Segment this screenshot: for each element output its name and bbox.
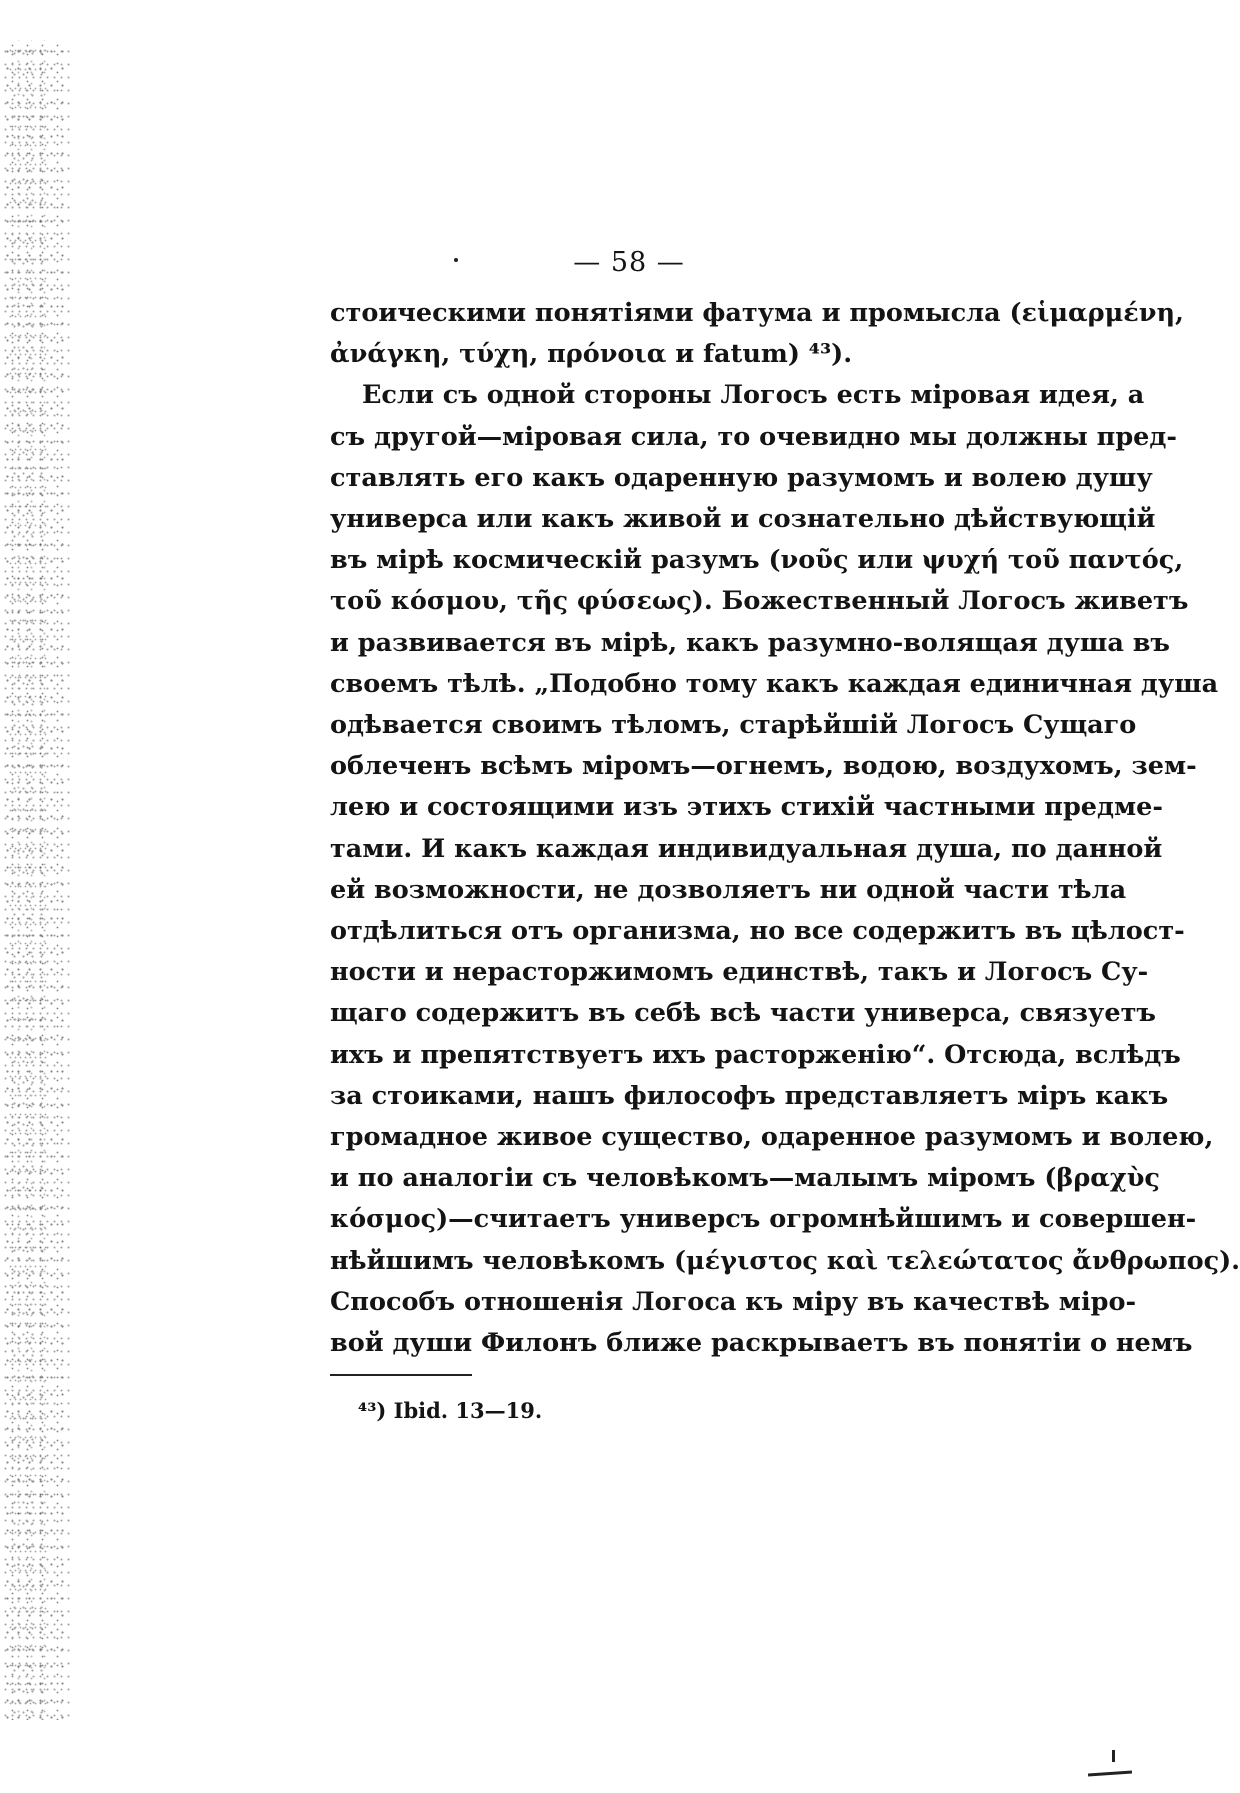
- text-line: въ мірѣ космическій разумъ (νοῦς или ψυχή τοῦ παντός,: [330, 545, 1184, 576]
- text-line: универса или какъ живой и сознательно дѣйствующій: [330, 504, 1156, 535]
- text-line: за стоиками, нашъ философъ представляетъ міръ какъ: [330, 1080, 1169, 1111]
- text-line: одѣвается своимъ тѣломъ, старѣйшій Логосъ Сущаго: [330, 710, 1137, 741]
- text-line: κόσμος)—считаетъ универсъ огромнѣйшимъ и совершен-: [330, 1204, 1197, 1235]
- text-line: тами. И какъ каждая индивидуальная душа, по данной: [330, 833, 1163, 864]
- text-line: вой души Филонъ ближе раскрываетъ въ понятіи о немъ: [330, 1328, 1193, 1359]
- page-header: [0, 247, 1140, 278]
- text-line: облеченъ всѣмъ міромъ—огнемъ, водою, воздухомъ, зем-: [330, 751, 1197, 782]
- text-line: нѣйшимъ человѣкомъ (μέγιστος καὶ τελεώτατος ἄνθρωπος).: [330, 1245, 1240, 1276]
- scan-edge-noise-secondary: [8, 40, 48, 1720]
- text-line: τοῦ κόσμου, τῆς φύσεως). Божественный Логосъ живетъ: [330, 586, 1189, 617]
- text-line: Если съ одной стороны Логосъ есть міровая идея, а: [362, 380, 1145, 411]
- text-line: ἀνάγκη, τύχη, πρόνοια и fatum) ⁴³).: [330, 339, 853, 370]
- text-line: ставлять его какъ одаренную разумомъ и волею душу: [330, 462, 1153, 493]
- text-line: щаго содержитъ въ себѣ всѣ части универса, связуетъ: [330, 998, 1156, 1029]
- footnote-separator: [330, 1374, 472, 1376]
- text-line: и развивается въ мірѣ, какъ разумно-волящая душа въ: [330, 627, 1170, 658]
- page-number: — 58 —: [573, 247, 685, 278]
- text-line: лею и состоящими изъ этихъ стихій частными предме-: [330, 792, 1163, 823]
- text-line: съ другой—міровая сила, то очевидно мы должны пред-: [330, 421, 1177, 452]
- text-line: громадное живое существо, одаренное разумомъ и волею,: [330, 1122, 1214, 1153]
- text-line: ихъ и препятствуетъ ихъ расторженію“. Отсюда, вслѣдъ: [330, 1039, 1181, 1070]
- footnote: ⁴³) Ibid. 13—19.: [358, 1398, 543, 1423]
- text-line: своемъ тѣлѣ. „Подобно тому какъ каждая единичная душа: [330, 668, 1219, 699]
- scan-mark: [1088, 1770, 1132, 1776]
- text-line: ей возможности, не дозволяетъ ни одной части тѣла: [330, 874, 1127, 905]
- scan-mark: [454, 258, 458, 262]
- text-line: отдѣлиться отъ организма, но все содержитъ въ цѣлост-: [330, 916, 1185, 947]
- scan-mark: [1112, 1750, 1115, 1762]
- main-text: [330, 293, 1240, 1364]
- text-line: стоическими понятіями фатума и промысла (εἱμαρμένη,: [330, 298, 1184, 328]
- text-line: ности и нерасторжимомъ единствѣ, такъ и Логосъ Су-: [330, 957, 1149, 988]
- text-line: и по аналогіи съ человѣкомъ—малымъ міромъ (βραχὺς: [330, 1163, 1160, 1194]
- text-line: Способъ отношенія Логоса къ міру въ качествѣ міро-: [330, 1286, 1137, 1317]
